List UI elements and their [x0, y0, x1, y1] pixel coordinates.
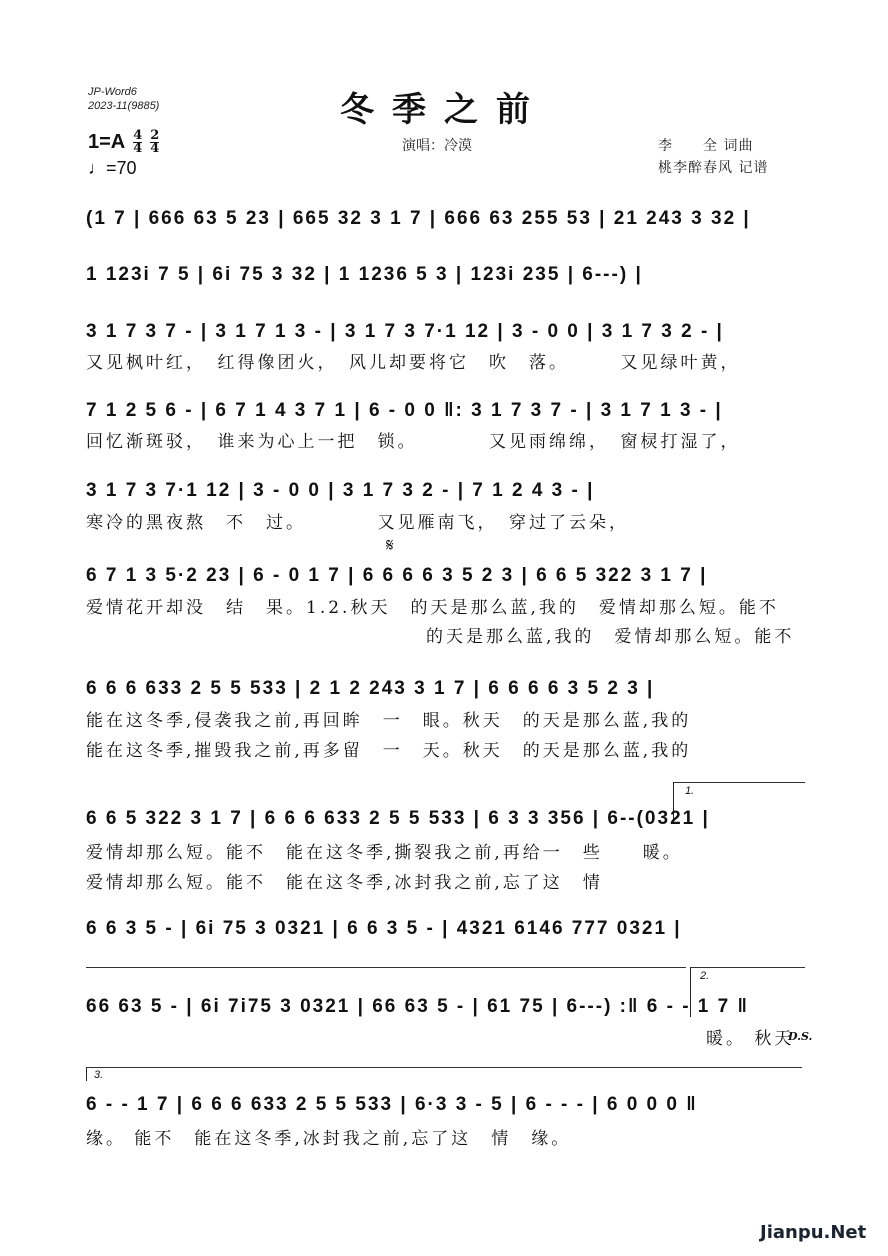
notation: 6 - - 1 7 | 6 6 6 633 2 5 5 533 | 6·3 3 - 5 | 6 - - - | 6 0 0 0 ‖	[86, 1094, 698, 1115]
time-signature-4-4: $\frac{4}{4}$	[133, 128, 143, 156]
score-line-10	[86, 988, 808, 1018]
score-line-8	[86, 800, 808, 830]
singer-credit: 演唱：冷漠	[402, 138, 472, 154]
volta-label-2: 2.	[700, 970, 710, 982]
notation: 66 63 5 - | 6i 7i75 3 0321 | 66 63 5 - | 61 75 | 6---) :‖ 6 - - 1 7 ‖	[86, 996, 749, 1017]
tempo-marking	[88, 158, 137, 179]
score-line-1	[86, 200, 808, 230]
notation: 3 1 7 3 7·1 12 | 3 - 0 0 | 3 1 7 3 2 - | 7 1 2 4 3 - |	[86, 480, 595, 501]
lyric-line: 缘。 能不 能在这冬季,冰封我之前,忘了这 情 缘。	[86, 1129, 572, 1149]
volta-bracket-3-edge	[86, 1067, 87, 1081]
notation: 6 6 6 633 2 5 5 533 | 2 1 2 243 3 1 7 | 6 6 6 6 3 5 2 3 |	[86, 678, 655, 699]
score-line-6	[86, 557, 808, 587]
notation: 1 123i 7 5 | 6i 75 3 32 | 1 1236 5 3 | 123i 235 | 6---) |	[86, 264, 643, 285]
score-line-11	[86, 1086, 808, 1116]
volta-bracket-1	[673, 782, 805, 783]
lyric-line-verse-1: 爱情花开却没 结 果。1.2.秋天 的天是那么蓝,我的 爱情却那么短。能不	[86, 598, 779, 618]
notation: (1 7 | 666 63 5 23 | 665 32 3 1 7 | 666 63 255 53 | 21 243 3 32 |	[86, 208, 751, 229]
lyric-line: 回忆渐斑驳， 谁来为心上一把 锁。 又见雨绵绵， 窗棂打湿了，	[86, 432, 741, 452]
score-line-5	[86, 472, 808, 502]
lyric-line-verse-2: 的天是那么蓝,我的 爱情却那么短。能不	[86, 627, 795, 647]
time-signature-2-4: $\frac{2}{4}$	[150, 128, 160, 156]
key-signature	[88, 130, 159, 155]
score-line-4	[86, 392, 808, 422]
version-label: 2023-11(9885)	[88, 100, 160, 112]
score-line-9	[86, 910, 808, 940]
software-label: JP-Word6	[88, 86, 137, 98]
tempo-value: =70	[106, 158, 137, 178]
key-label: 1=A	[88, 131, 126, 153]
watermark-logo: Jianpu.Net	[760, 1222, 867, 1243]
score-line-2	[86, 256, 808, 286]
volta-bracket-1-continuation	[86, 967, 686, 968]
underline-guide	[90, 232, 800, 233]
notation: 6 6 3 5 - | 6i 75 3 0321 | 6 6 3 5 - | 4321 6146 777 0321 |	[86, 918, 682, 939]
score-line-3	[86, 313, 808, 343]
segno-icon: 𝄋	[386, 535, 394, 556]
score-line-7	[86, 670, 808, 700]
transcriber-credit: 桃李醉春风 记谱	[658, 160, 769, 176]
lyricist-composer-credit: 李 全 词曲	[658, 138, 754, 154]
volta-label-1: 1.	[685, 785, 695, 797]
lyric-line-verse-1: 爱情却那么短。能不 能在这冬季,撕裂我之前,再给一 些 暖。	[86, 843, 683, 863]
notation: 7 1 2 5 6 - | 6 7 1 4 3 7 1 | 6 - 0 0 ‖: 3 1 7 3 7 - | 3 1 7 1 3 - |	[86, 400, 723, 421]
notation: 6 7 1 3 5·2 23 | 6 - 0 1 7 | 6 6 6 6 3 5 2 3 | 6 6 5 322 3 1 7 |	[86, 565, 708, 586]
page-title: 冬季之前	[340, 90, 548, 130]
volta-bracket-2	[690, 967, 805, 968]
notation: 6 6 5 322 3 1 7 | 6 6 6 633 2 5 5 533 | 6 3 3 356 | 6--(0321 |	[86, 808, 710, 829]
notation: 3 1 7 3 7 - | 3 1 7 1 3 - | 3 1 7 3 7·1 12 | 3 - 0 0 | 3 1 7 3 2 - |	[86, 321, 724, 342]
quarter-note-icon: ♩	[88, 158, 106, 178]
lyric-line-verse-2: 能在这冬季,摧毁我之前,再多留 一 天。秋天 的天是那么蓝,我的	[86, 741, 692, 761]
volta-bracket-3	[86, 1067, 802, 1068]
lyric-line-verse-1: 能在这冬季,侵袭我之前,再回眸 一 眼。秋天 的天是那么蓝,我的	[86, 711, 692, 731]
lyric-line: 寒冷的黑夜熬 不 过。 又见雁南飞， 穿过了云朵，	[86, 513, 629, 533]
lyric-line-verse-2: 爱情却那么短。能不 能在这冬季,冰封我之前,忘了这 情	[86, 873, 603, 893]
dal-segno-marking: D.S.	[788, 1030, 813, 1043]
lyric-line: 又见枫叶红， 红得像团火， 风儿却要将它 吹 落。 又见绿叶黄，	[86, 353, 741, 373]
volta-label-3: 3.	[94, 1069, 104, 1081]
lyric-line: 暖。 秋天	[86, 1029, 795, 1049]
